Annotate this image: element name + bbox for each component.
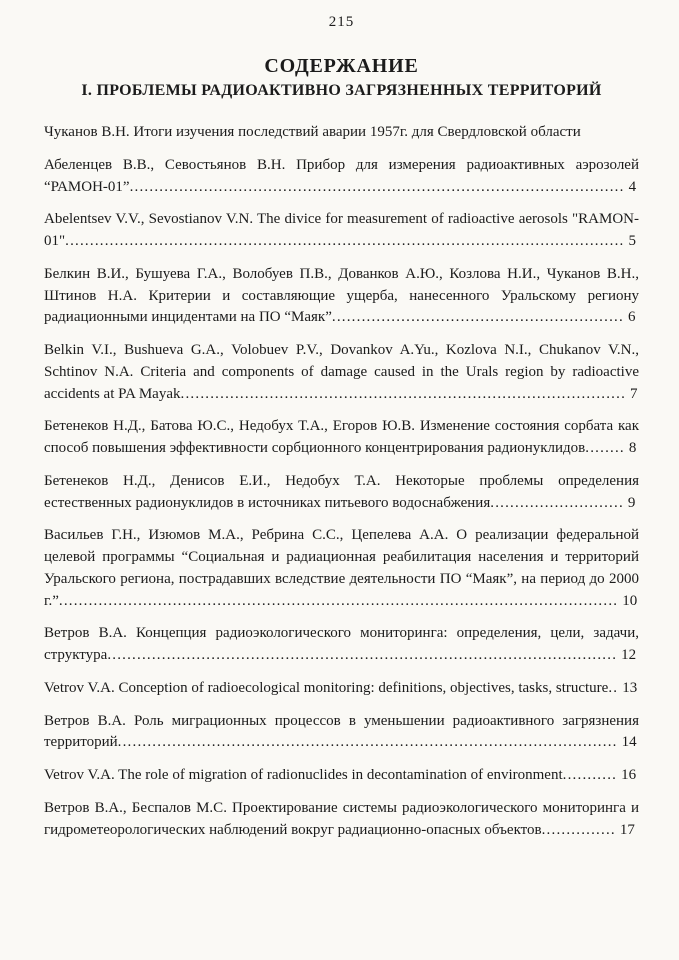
dot-leader: ................................................................................................................. — [58, 592, 619, 609]
toc-entry — [44, 340, 639, 405]
toc-entry-text: Ветров В.А. Концепция радиоэкологического мониторинга: определения, цели, задачи, структура — [44, 625, 639, 663]
toc-entry-page: 17 — [619, 821, 635, 838]
toc-entry-page: 5 — [628, 233, 636, 249]
dot-leader: ........... — [562, 767, 618, 783]
toc-entry — [44, 209, 639, 253]
toc-entry-text: Ветров В.А., Беспалов М.С. Проектирование системы радиоэкологического мониторинга и гидрометеорологических наблюдений вокруг радиационно-опасных объектов — [44, 799, 639, 838]
toc-entry-page: 6 — [627, 309, 636, 326]
toc-entry — [44, 122, 639, 144]
toc-entry — [44, 525, 639, 612]
dot-leader: ..................................................................................................... — [117, 734, 618, 751]
toc-entry-page: 9 — [627, 494, 636, 511]
toc-entry-text: Vetrov V.A. The role of migration of radionuclides in decontamination of environment — [44, 767, 563, 783]
toc-entry-text: Чуканов В.Н. Итоги изучения последствий аварии 1957г. для Свердловской области — [44, 124, 581, 140]
dot-leader: ............... — [541, 821, 616, 838]
dot-leader: .................................................................................................... — [129, 178, 625, 195]
dot-leader: .. — [608, 679, 619, 696]
toc-entry — [44, 711, 639, 755]
toc-entry — [44, 264, 639, 329]
toc-entry — [44, 155, 639, 199]
table-of-contents — [44, 122, 639, 841]
section-heading: I. ПРОБЛЕМЫ РАДИОАКТИВНО ЗАГРЯЗНЕННЫХ ТЕРРИТОРИЙ — [81, 82, 602, 99]
dot-leader: ........................................................... — [331, 309, 624, 326]
toc-entry-text: Vetrov V.A. Conception of radioecological monitoring: definitions, objectives, tasks, structure — [44, 679, 609, 696]
toc-entry-page: 10 — [622, 592, 638, 609]
toc-entry-text: Васильев Г.Н., Изюмов М.А., Ребрина С.С., Цепелева А.А. О реализации федеральной целевой программы “Социальная и радиационная реабилитация населения и территорий Уральского региона, пострадавших вследствие деятельности ПО “Маяк”, на период до 2000 г.” — [44, 527, 639, 609]
toc-entry-page: 7 — [630, 385, 638, 402]
dot-leader: ................................................................................................................. — [65, 233, 625, 249]
toc-entry — [44, 623, 639, 667]
toc-entry-text: Ветров В.А. Роль миграционных процессов в уменьшении радиоактивного загрязнения территорий — [44, 712, 639, 751]
toc-entry — [44, 678, 639, 700]
toc-entry — [44, 798, 639, 842]
toc-entry-text: Абеленцев В.В., Севостьянов В.Н. Прибор для измерения радиоактивных аэрозолей “РАМОН-01” — [44, 156, 639, 195]
dot-leader: ........ — [585, 440, 625, 456]
toc-entry-text: Белкин В.И., Бушуева Г.А., Волобуев П.В., Дованков А.Ю., Козлова Н.И., Чуканов В.Н., Штинов Н.А. Критерии и составляющие ущерба, нанесенного Уральскому региону радиационными инцидентами на ПО “Маяк” — [44, 265, 639, 326]
dot-leader: .......................................................................................... — [180, 385, 627, 402]
toc-entry-page: 8 — [628, 440, 637, 456]
toc-entry — [44, 765, 639, 787]
toc-entry-page: 13 — [622, 679, 638, 696]
toc-entry-text: Abelentsev V.V., Sevostianov V.N. The divice for measurement of radioactive aerosols "RAMON-01" — [44, 211, 639, 249]
toc-entry-page: 16 — [621, 767, 637, 783]
dot-leader: ........................... — [490, 494, 624, 511]
toc-entry-text: Belkin V.I., Bushueva G.A., Volobuev P.V., Dovankov A.Yu., Kozlova N.I., Chukanov V.N., Schtinov N.A. Criteria and components of damage caused in the Urals region by radioactive accidents at PA Mayak — [44, 342, 639, 402]
document-title: СОДЕРЖАНИЕ — [264, 55, 419, 77]
toc-entry-page: 4 — [628, 178, 637, 195]
toc-entry-text: Бетенеков Н.Д., Батова Ю.С., Недобух Т.А., Егоров Ю.В. Изменение состояния сорбата как способ повышения эффективности сорбционного концентрирования радионуклидов — [44, 418, 639, 456]
toc-entry-text: Бетенеков Н.Д., Денисов Е.И., Недобух Т.А. Некоторые проблемы определения естественных радионуклидов в источниках питьевого водоснабжения — [44, 472, 639, 511]
toc-entry — [44, 416, 639, 460]
toc-entry-page: 14 — [621, 734, 637, 751]
toc-entry-page: 12 — [621, 647, 637, 663]
page-number: 215 — [328, 14, 355, 30]
dot-leader: ....................................................................................................... — [107, 647, 618, 663]
toc-entry — [44, 471, 639, 515]
